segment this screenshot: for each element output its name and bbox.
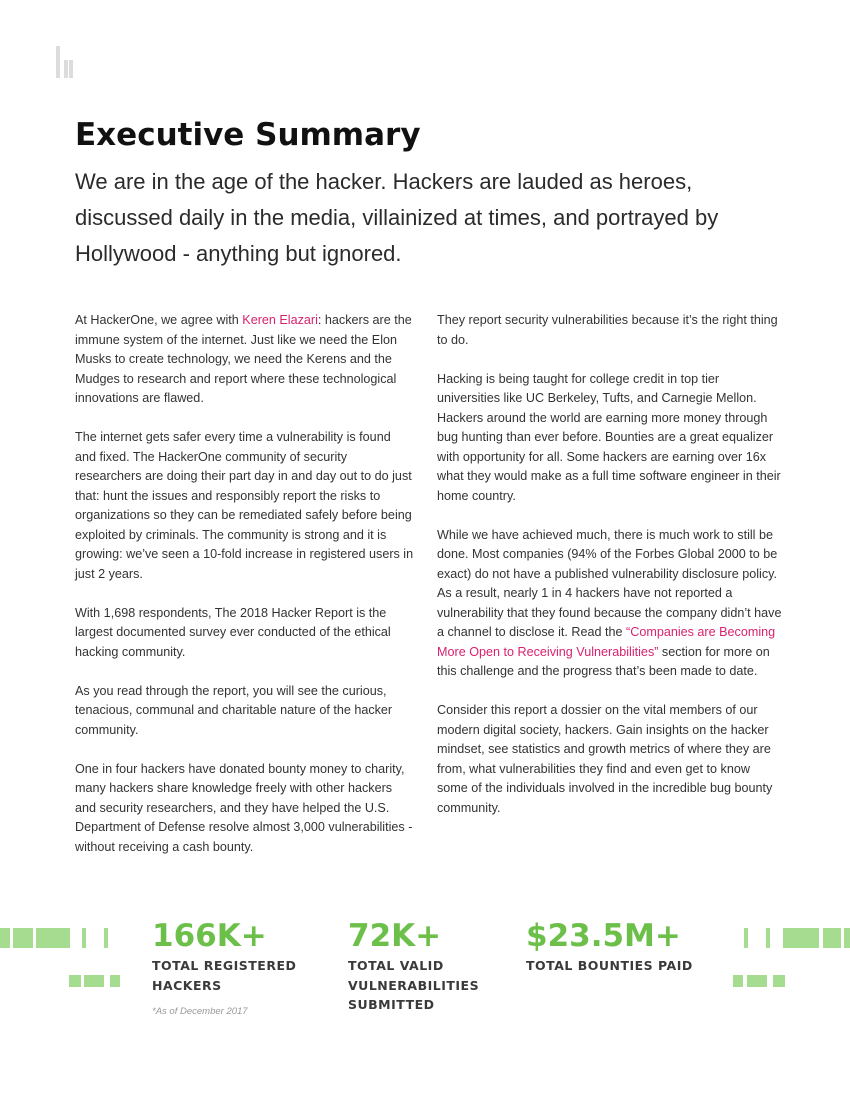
paragraph: One in four hackers have donated bounty money to charity, many hackers share knowledge freely with other hackers and security researchers, and they have helped the U.S. Department of Defense resolve almost 3,000 vulnerabilities - without receiving a cash bounty. [75,761,413,854]
stat-bounties-paid [526,918,693,976]
paragraph [75,311,415,409]
left-column [75,311,415,877]
paragraph: Hacking is being taught for college credit in top tier universities like UC Berkeley, Tufts, and Carnegie Mellon. Hackers around the world are earning more money through bug hunting than ever before. Bounties are a great equalizer with opportunity for all. Some hackers are earning over 16x what they would make as a full time software engineer in their home country. [437,371,781,503]
page-title: Executive Summary [75,117,421,153]
stat-value: 72K+ [348,918,442,954]
paragraph [437,526,782,682]
stat-label: TOTAL BOUNTIES PAID [526,958,693,973]
paragraph: They report security vulnerabilities because it’s the right thing to do. [437,313,778,347]
paragraph-text: : hackers are the immune system of the internet. Just like we need the Elon Musks to create technology, we need the Kerens and the Mudges to research and report where these technological innovations are flawed. [75,313,412,405]
right-column [437,311,782,838]
stat-value: $23.5M+ [526,918,681,954]
stat-label: TOTAL VALID VULNERABILITIES SUBMITTED [348,958,480,1012]
intro-lead: We are in the age of the hacker. Hackers are lauded as heroes, discussed daily in the media, villainized at times, and portrayed by Hollywood - anything but ignored. [75,169,719,266]
stat-value: 166K+ [152,918,267,954]
paragraph-text: At HackerOne, we agree with [75,313,243,327]
stat-label: TOTAL REGISTERED HACKERS [152,958,297,993]
paragraph-text: While we have achieved much, there is much work to still be done. Most companies (94% of the Forbes Global 2000 to be exact) do not have a published vulnerability disclosure policy. As a result, nearly 1 in 4 hackers have not reported a vulnerability that they found because the company didn’t have a channel to disclose it. Read the [437,527,782,639]
hackerone-logo-icon [56,46,78,78]
companies-open-section-link[interactable]: “Companies are Becoming More Open to Receiving Vulnerabilities” [437,625,776,659]
paragraph: With 1,698 respondents, The 2018 Hacker Report is the largest documented survey ever conducted of the ethical hacking community. [75,605,391,659]
stat-registered-hackers [152,918,296,995]
keren-elazari-link[interactable]: Keren Elazari [242,313,318,327]
footnote: *As of December 2017 [152,1006,248,1017]
paragraph: As you read through the report, you will see the curious, tenacious, communal and charitable nature of the hacker community. [75,683,393,737]
paragraph: Consider this report a dossier on the vital members of our modern digital society, hackers. Gain insights on the hacker mindset, see statistics and growth metrics of where they are from, what vulnerabilities they find and even get to know some of the individuals involved in the incredible bug bounty community. [437,703,773,815]
paragraph: The internet gets safer every time a vulnerability is found and fixed. The HackerOne community of security researchers are doing their part day in and day out to do just that: hunt the issues and responsibly report the risks to organizations so they can be remediated safely before being exploited by criminals. The community is strong and it is growing: we’ve seen a 10-fold increase in registered users in just 2 years. [75,430,414,581]
stat-valid-vulnerabilities [348,918,479,1015]
paragraph-text: section for more on this challenge and the progress that’s been made to date. [437,644,770,678]
